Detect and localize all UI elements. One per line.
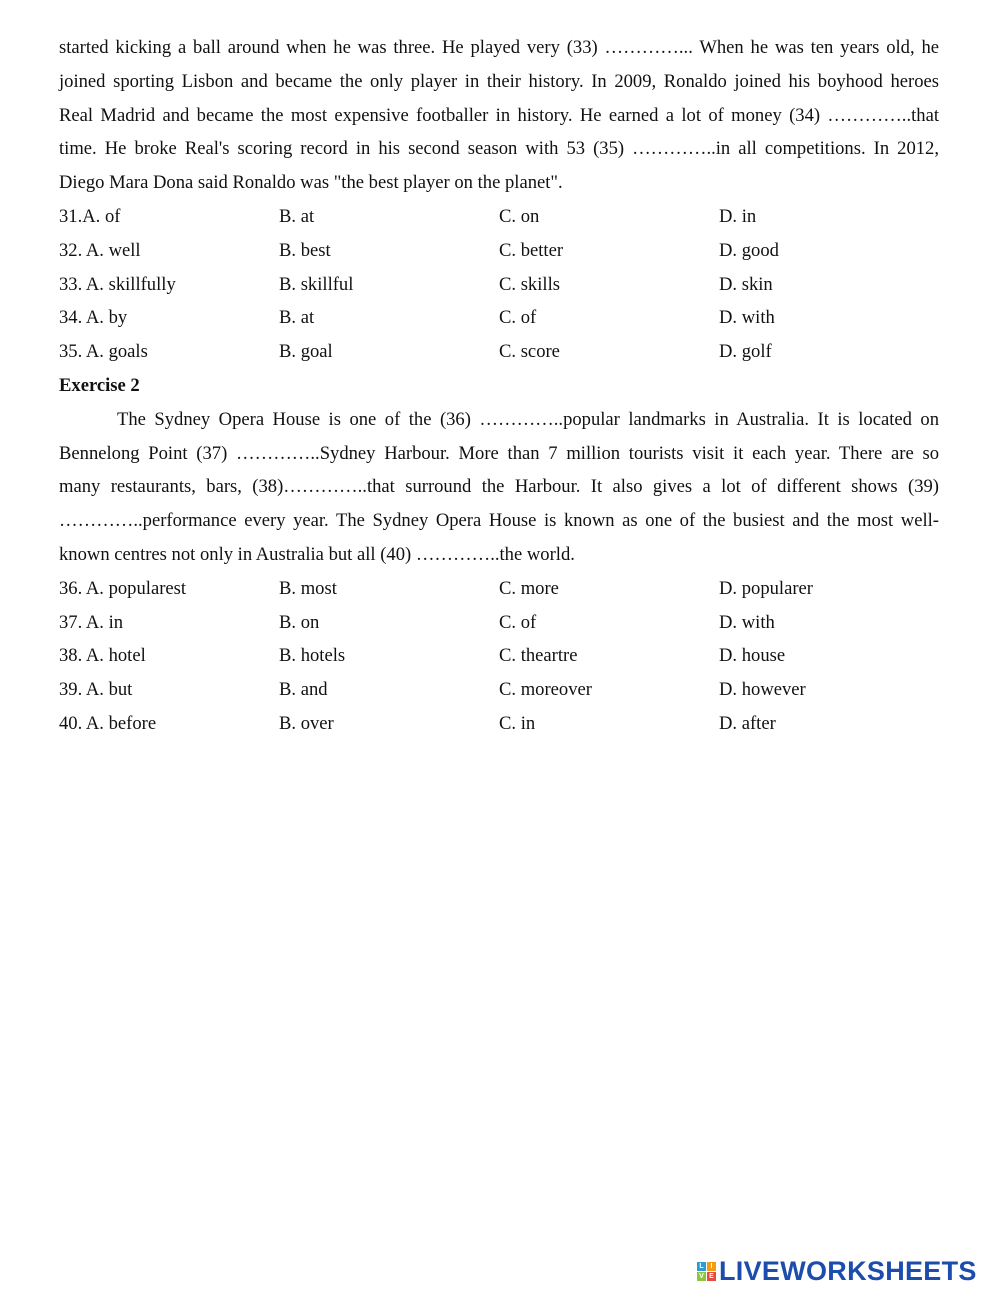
question-row-34 [59, 301, 939, 335]
option-c: C. better [499, 239, 564, 261]
question-row-40 [59, 707, 939, 741]
passage-line: The Sydney Opera House is one of the (36) …………..popular landmarks in Australia. It is located on [117, 408, 939, 430]
passage-sydney-opera-house [59, 403, 939, 572]
passage-line: Real Madrid and became the most expensive footballer in history. He earned a lot of money (34) …………..that [59, 104, 939, 126]
passage-ronaldo [59, 31, 939, 200]
option-c: C. in [499, 712, 536, 734]
exercise-2-heading: Exercise 2 [59, 374, 140, 396]
option-a: 39. A. but [59, 679, 133, 701]
question-row-39 [59, 673, 939, 707]
question-list-1 [59, 200, 939, 369]
passage-line: Diego Mara Dona said Ronaldo was "the best player on the planet". [59, 172, 563, 194]
passage-line: Bennelong Point (37) …………..Sydney Harbour. More than 7 million tourists visit it each year. There are so [59, 442, 939, 464]
passage-line: time. He broke Real's scoring record in his second season with 53 (35) …………..in all competitions. In 2012, [59, 138, 939, 160]
option-b: B. on [279, 611, 320, 633]
passage-line: joined sporting Lisbon and became the only player in their history. In 2009, Ronaldo joined his boyhood heroes [59, 70, 939, 92]
option-c: C. score [499, 341, 560, 363]
question-row-32 [59, 234, 939, 268]
option-d: D. with [719, 611, 775, 633]
logo-text: LIVEWORKSHEETS [719, 1255, 977, 1286]
option-d: D. house [719, 645, 786, 667]
option-c: C. of [499, 307, 537, 329]
option-b: B. goal [279, 341, 333, 363]
option-d: D. good [719, 239, 779, 261]
option-d: D. with [719, 307, 775, 329]
option-b: B. most [279, 577, 337, 599]
option-c: C. more [499, 577, 559, 599]
question-row-37 [59, 606, 939, 640]
option-a: 32. A. well [59, 239, 141, 261]
passage-line: many restaurants, bars, (38)…………..that surround the Harbour. It also gives a lot of different shows (39) [59, 476, 939, 498]
option-a: 38. A. hotel [59, 645, 146, 667]
option-a: 35. A. goals [59, 341, 148, 363]
option-b: B. over [279, 712, 334, 734]
question-row-31 [59, 200, 939, 234]
option-a: 36. A. popularest [59, 577, 187, 599]
option-a: 37. A. in [59, 611, 124, 633]
option-c: C. skills [499, 273, 560, 295]
option-c: C. on [499, 205, 540, 227]
passage-line: known centres not only in Australia but all (40) …………..the world. [59, 543, 575, 565]
option-b: B. and [279, 679, 328, 701]
option-b: B. at [279, 307, 315, 329]
option-a: 40. A. before [59, 712, 157, 734]
option-c: C. of [499, 611, 537, 633]
logo-tile: E [707, 1272, 716, 1281]
option-d: D. in [719, 205, 757, 227]
option-a: 33. A. skillfully [59, 273, 176, 295]
option-a: 31.A. of [59, 205, 121, 227]
option-d: D. skin [719, 273, 773, 295]
option-b: B. hotels [279, 645, 346, 667]
question-row-38 [59, 639, 939, 673]
option-c: C. moreover [499, 679, 592, 701]
liveworksheets-logo-icon [697, 1262, 716, 1281]
passage-line: started kicking a ball around when he was three. He played very (33) …………... When he was ten years old, he [59, 37, 939, 58]
logo-tile: I [707, 1262, 716, 1271]
option-c: C. theartre [499, 645, 578, 667]
option-d: D. golf [719, 341, 772, 363]
question-row-36 [59, 572, 939, 606]
option-b: B. best [279, 239, 331, 261]
worksheet-page [59, 31, 939, 741]
option-a: 34. A. by [59, 307, 128, 329]
option-b: B. skillful [279, 273, 354, 295]
option-d: D. popularer [719, 577, 813, 599]
option-b: B. at [279, 205, 315, 227]
question-list-2 [59, 572, 939, 741]
logo-tile: V [697, 1272, 706, 1281]
liveworksheets-logo [697, 1254, 977, 1288]
question-row-35 [59, 335, 939, 369]
passage-line: …………..performance every year. The Sydney Opera House is known as one of the busiest and the most well- [59, 510, 939, 532]
logo-tile: L [697, 1262, 706, 1271]
option-d: D. however [719, 679, 806, 701]
option-d: D. after [719, 712, 776, 734]
question-row-33 [59, 268, 939, 302]
